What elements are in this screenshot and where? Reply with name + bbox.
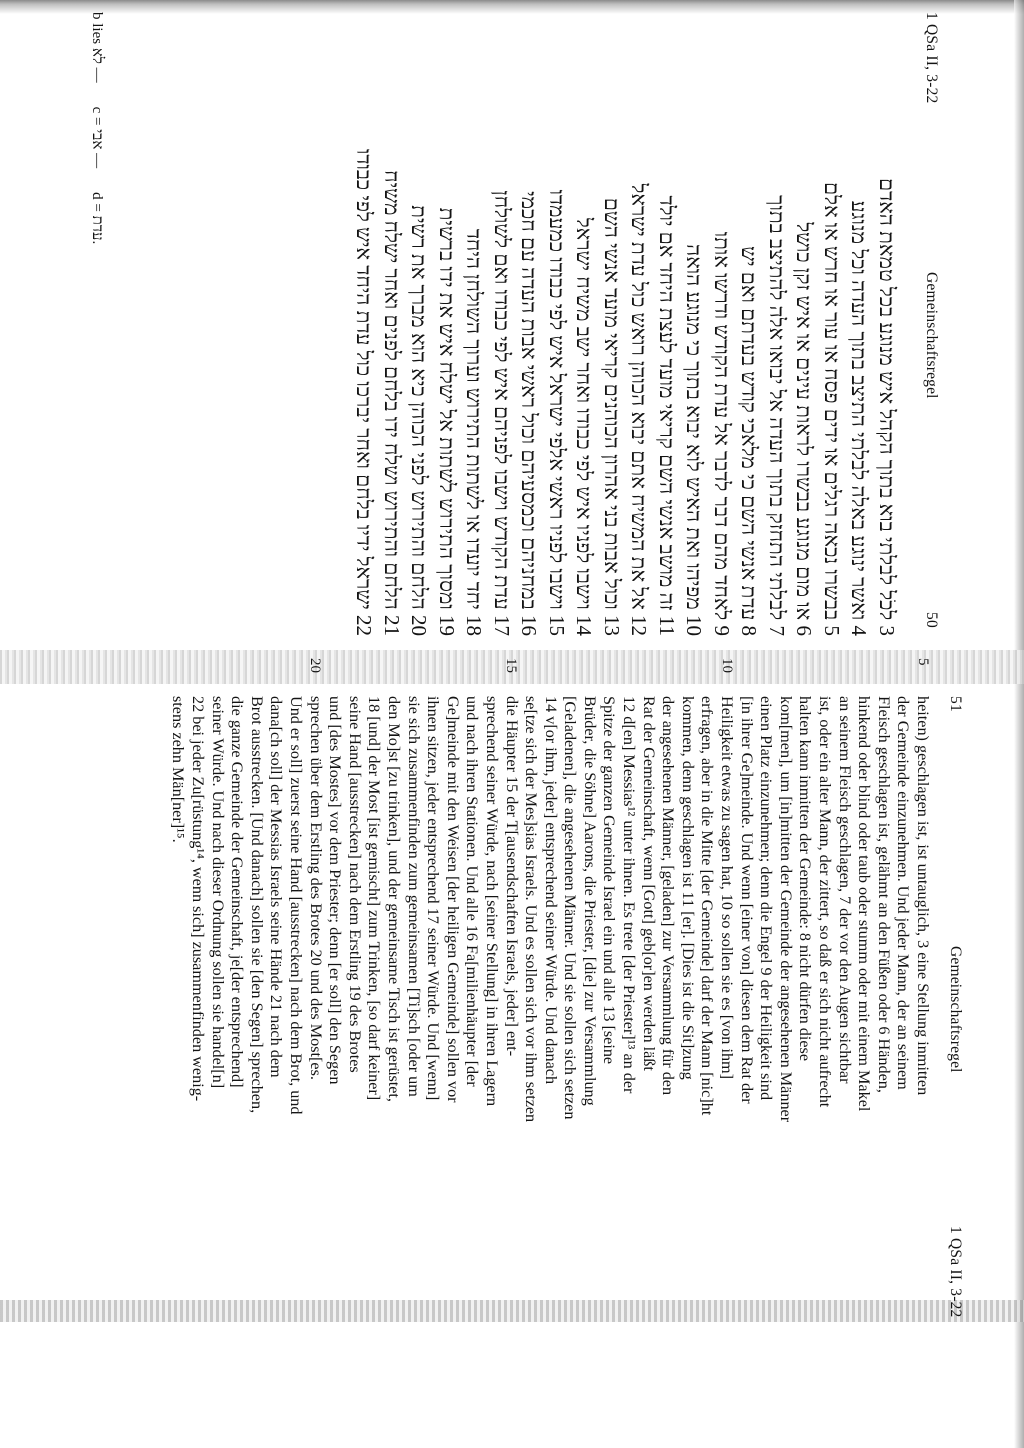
german-line: an seinem Fleisch geschlagen, 7 der vor den Augen sichtbar (835, 696, 854, 1084)
german-line: sprechend seiner Würde, nach [seiner Stellung] in ihren Lagern (482, 696, 501, 1107)
hebrew-line: 18 יחד יועדו או לשתות התירוש וערוך השולחן היחד (462, 228, 487, 636)
header-title: Gemeinschaftsregel (947, 946, 964, 1073)
german-line: 12 d[en] Messias¹² unter ihnen. Es trete [der Priester]¹³ an der (620, 696, 639, 1094)
margin-number: 10 (719, 658, 735, 673)
header-reference: 1 QSa II, 3-22 (923, 12, 940, 104)
german-line: seine Hand [ausstrecken] nach dem Erstling 19 des Brotes (345, 696, 364, 1073)
footnote-b: b lies לא — (89, 12, 105, 83)
german-line: [Geladenen], die angesehenen Männer. Und sie sollen sich setzen (561, 696, 580, 1120)
german-line: und nach ihren Stationen. Und alle 16 Fa[milienhäupter [der (463, 696, 482, 1087)
german-line: 22 bei jeder Zu[rüstung¹⁴, wenn sich] zusammenfinden wenig- (189, 696, 208, 1102)
hebrew-line: 12 אל את המשיח אתם יבוא הכוהן רואש כול עדת ישראל (627, 183, 652, 636)
german-line: Ge]meinde mit den Weisen [der heiligen Gemeinde] sollen vor (443, 696, 462, 1103)
hebrew-line: 16 במחניהם וכמסעיהם וכול ראשי אבות העדה עם חכמי (517, 191, 542, 636)
hebrew-line: 17 עדת הקודש וישבו לפניהם איש לפי כבודו ואם לשולחן (490, 190, 514, 636)
german-line: die Häupter 15 der T[ausendschaften Israels, jeder] ent- (502, 696, 521, 1057)
hebrew-line: 11 זה מושב אנשי השם קריאי מועד לעצת היחד אם יולד (655, 195, 679, 636)
german-text-block (168, 658, 932, 1331)
header-reference: 1 QSa II, 3-22 (947, 1226, 964, 1318)
german-line: Heiligkeit etwas zu sagen hat, 10 so sollen sie es [von ihm] (718, 696, 737, 1080)
german-line: Brot ausstrecken. [Und danach] sollen sie [den Segen] sprechen, (247, 696, 266, 1114)
footnotes (88, 12, 105, 244)
german-line: sprechen über dem Erstling des Brotes 20 und des Most[es. (306, 696, 325, 1080)
hebrew-line: 19 ומסוך התירוש לשתות אל ישלח איש את ידו ברשית (435, 207, 459, 636)
page-50-hebrew (90, 12, 940, 642)
german-line: den Mo]st [zu trinken], und der gemeinsame Tisch ist gerüstet, (384, 696, 403, 1102)
german-line: se[tze sich der Mes]sias Israels. Und es sollen sich vor ihm setzen (522, 696, 541, 1123)
hebrew-line: 21 הלחם והתירוש ושלח ידו בלחם לפנים ואחר ישלח משיח (380, 170, 404, 636)
hebrew-line: 8 עדת אנשי השם כי מלאכי קודש בעדתם ואם יש (737, 246, 762, 636)
footnote-c: c = אבי — (89, 106, 105, 169)
hebrew-line: 9 לאחד מהם דבר לדבר אל עדת הקודש ודרשו אותו (710, 231, 734, 636)
hebrew-line: 22 ישראל ידיו בלחם ואחר יברכו כול עדת היחד איש לפי כבודו (352, 148, 377, 636)
german-line: Rat der Gemeinschaft, wenn [Gott] geb[or]en werden läßt (639, 696, 658, 1071)
footnote-d: d = עדת. (89, 192, 105, 245)
page-51-german (84, 658, 964, 1331)
hebrew-line: 5 בבשרו נכאה רגלים או ידים פסח או עור או חרש או אלם (820, 182, 844, 636)
german-line: der angesehenen Männer, [geladen] zur Versammlung für den (659, 696, 678, 1096)
german-line: ihnen sitzen, jeder entsprechend 17 seiner Würde. Und [wenn] (424, 696, 443, 1101)
german-line: seiner Würde. Und nach dieser Ordnung sollen sie handel[n] (208, 696, 227, 1089)
hebrew-line: 14 וישבו לפניו איש לפי כבודו ואחר ישב משיח ישראל (572, 217, 597, 636)
german-line: Spitze der ganzen Gemeinde Israel ein und alle 13 [seine (600, 696, 619, 1065)
hebrew-line: 4 ואשר ינוגע באלה לבלתי התיצב בתוך העדה וכל מנוגע (847, 200, 872, 636)
german-line: erfragen, aber in die Mitte [der Gemeinde] darf der Mann [nic]ht (698, 696, 717, 1116)
german-line: die ganze Gemeinde der Gemeinschaft, je[der entsprechend] (228, 696, 247, 1088)
german-line: stens zehn Män[ner]¹⁵. (169, 696, 188, 843)
german-line: Fleisch geschlagen ist, gelähmt an den Füßen oder 6 Händen, (874, 696, 893, 1093)
margin-number: 20 (307, 658, 323, 673)
header-title: Gemeinschaftsregel (923, 272, 940, 399)
hebrew-line: 3 לכֹל לבלתי בוא בתוך הקהל איש מנוגע בכל טמאת האדם (875, 177, 899, 636)
german-line: Und er soll] zuerst seine Hand [ausstrecken] nach dem Brot, und (287, 696, 305, 1115)
running-header (938, 696, 964, 1331)
hebrew-text-block (350, 12, 900, 642)
german-line: [in ihrer Ge]meinde. Und wenn [einer von] diesen dem Rat der (737, 696, 756, 1104)
page-number: 50 (923, 612, 940, 628)
german-line: dana[ch soll] der Messias Israels seine Hände 21 nach dem (267, 696, 286, 1078)
page-number: 51 (947, 696, 964, 712)
hebrew-line: 15 וישבו לפניו ראשי אלפי ישראל איש לפי כבודו כמעמדו (545, 189, 569, 636)
hebrew-line: 10 מפיהו ואת האיש לוא יבוא בתוך כי מנוגע הואה (682, 244, 707, 636)
running-header (914, 12, 940, 642)
german-line: heiten) geschlagen ist, ist untauglich, 3 eine Stellung inmitten (914, 696, 932, 1096)
margin-number: 5 (915, 658, 931, 666)
german-line: sie sich zusammenfinden zum gemeinsamen [Ti]sch [oder um (404, 696, 423, 1097)
german-line: kom[men], um [in]mitten der Gemeinde der angesehenen Männer (776, 696, 795, 1123)
hebrew-line: 6 או מום מנוגע בבשרו לראות עינים או איש זקן כושל (792, 222, 817, 636)
german-line: 18 [und] der Most [ist gemischt] zum Trinken, [so darf keiner] (365, 696, 384, 1101)
german-line: ist, oder ein alter Mann, der zittert, so daß er sich nicht aufrecht (816, 696, 835, 1108)
hebrew-line: 7 לבלתי התחזק בתוך העדה אל יבואו אלה להתיצב בתוך (765, 195, 789, 636)
german-line: einen Platz einzunehmen; denn die Engel 9 der Heiligkeit sind (757, 696, 776, 1101)
german-line: Brüder, die Söhne] Aarons, die Priester, [die] zur Versammlung (580, 696, 599, 1106)
german-line: kommen, denn geschlagen ist 11 [er]. [Dies ist die Sit]zung (678, 696, 697, 1080)
german-line: halten kann inmitten der Gemeinde: 8 nicht dürfen diese (796, 696, 815, 1062)
german-line: der Gemeinde einzunehmen. Und jeder Mann, der an seinem (894, 696, 913, 1090)
german-line: und [des Mostes] vor dem Priester; denn [er soll] den Segen (326, 696, 345, 1085)
german-line: hinkend oder blind oder taub oder stumm oder mit einem Makel (855, 696, 874, 1112)
german-line: 14 v[or ihm, jeder] entsprechend seiner Würde. Und danach (541, 696, 560, 1085)
hebrew-line: 13 וכול אבות בני אהרון הכוהנים קריאי מועד אנשי השם (600, 197, 624, 636)
scan-edge-right (1014, 0, 1024, 1448)
margin-number: 15 (503, 658, 519, 673)
hebrew-line: 20 הלחם והתירוש לפני הכוהן כיא הוא מברך את רשית (407, 205, 432, 636)
